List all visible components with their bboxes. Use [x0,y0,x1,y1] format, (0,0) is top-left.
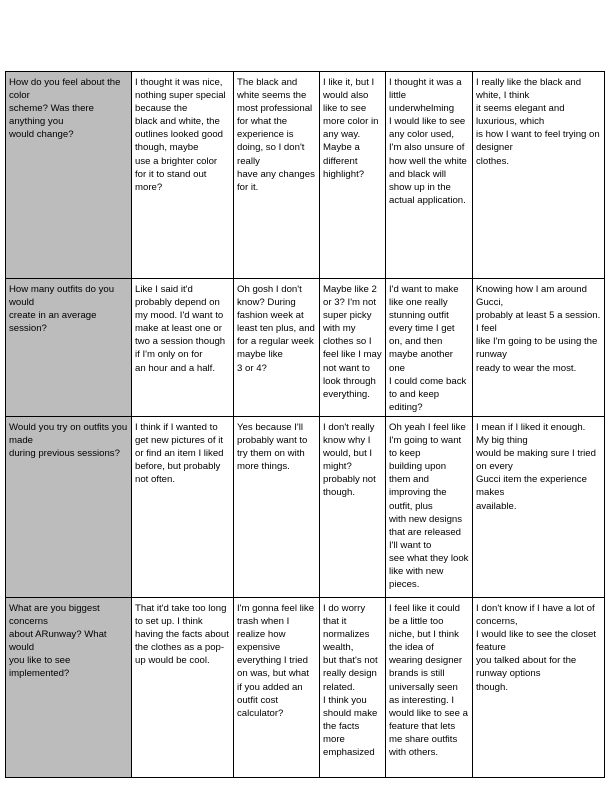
interview-table [5,71,605,778]
answer-cell [132,597,234,777]
answer-text: Maybe like 2 or 3? I'm not super picky with my clothes so I feel like I may not want to look through everything. [323,284,382,400]
answer-cell [473,72,605,279]
question-text: Would you try on outfits you made during previous sessions? [9,421,128,460]
answer-cell [132,416,234,597]
answer-text: I really like the black and white, I think it seems elegant and luxurious, which is how I want to feel trying on designer clothes. [476,77,600,167]
answer-cell [234,279,320,417]
table-row [6,416,605,597]
question-text: How do you feel about the color scheme? Was there anything you would change? [9,77,121,141]
answer-text: Oh gosh I don't know? During fashion week at least ten plus, and for a regular week maybe like 3 or 4? [237,284,315,374]
answer-cell [386,72,473,279]
answer-text: I like it, but I would also like to see more color in any way. Maybe a different highlight? [323,77,379,180]
answer-text: I thought it was nice, nothing super special because the black and white, the outlines looked good though, maybe use a brighter color for it to stand out more? [135,77,226,193]
table-row [6,597,605,777]
question-cell [6,416,132,597]
answer-cell [132,72,234,279]
question-cell [6,72,132,279]
answer-text: That it'd take too long to set up. I think having the facts about the clothes as a pop-up would be cool. [135,602,229,667]
answer-text: Oh yeah I feel like I'm going to want to keep building upon them and improving the outfit, plus with new designs that are released I'll want to see what they look like with new pieces. [389,421,469,591]
answer-text: Yes because I'll probably want to try them on with more things. [237,421,308,473]
answer-cell [320,72,386,279]
answer-cell [320,597,386,777]
answer-cell [473,416,605,597]
answer-cell [234,597,320,777]
answer-text: I thought it was a little underwhelming I would like to see any color used, I'm also unsure of how well the white and black will show up in the actual application. [389,77,467,206]
question-cell [6,279,132,417]
answer-cell [132,279,234,417]
question-text: What are you biggest concerns about ARunway? What would you like to see implemented? [9,602,107,680]
answer-cell [320,279,386,417]
answer-cell [320,416,386,597]
answer-cell [386,279,473,417]
question-cell [6,597,132,777]
answer-text: I'm gonna feel like trash when I realize how expensive everything I tried on was, but what if you added an outfit cost calculator? [237,602,315,719]
answer-cell [386,416,473,597]
answer-cell [473,279,605,417]
answer-text: Knowing how I am around Gucci, probably at least 5 a session. I feel like I'm going to be using the runway ready to wear the most. [476,284,601,374]
answer-cell [386,597,473,777]
answer-text: I feel like it could be a little too niche, but I think the idea of wearing designer brands is still universally seen as interesting. I would like to see a feature that lets me share outfits with others. [389,602,468,758]
answer-cell [234,416,320,597]
answer-text: The black and white seems the most professional for what the experience is doing, so I don't really have any changes for it. [237,77,315,193]
answer-text: I don't really know why I would, but I might? probably not though. [323,421,376,499]
table-row [6,72,605,279]
answer-text: Like I said it'd probably depend on my mood. I'd want to make at least one or two a session though if I'm only on for an hour and a half. [135,284,226,374]
table-row [6,279,605,417]
answer-text: I do worry that it normalizes wealth, but that's not really design related. I think you should make the facts more emphasized [323,602,378,758]
answer-text: I think if I wanted to get new pictures of it or find an item I liked before, but probably not often. [135,421,224,486]
answer-text: I'd want to make like one really stunning outfit every time I get on, and then maybe another one I could come back to and keep editing? [389,284,467,413]
answer-text: I don't know if I have a lot of concerns, I would like to see the closet feature you talked about for the runway options though. [476,602,596,693]
answer-cell [473,597,605,777]
answer-cell [234,72,320,279]
question-text: How many outfits do you would create in an average session? [9,284,115,335]
answer-text: I mean if I liked it enough. My big thing would be making sure I tried on every Gucci item the experience makes available. [476,421,596,512]
